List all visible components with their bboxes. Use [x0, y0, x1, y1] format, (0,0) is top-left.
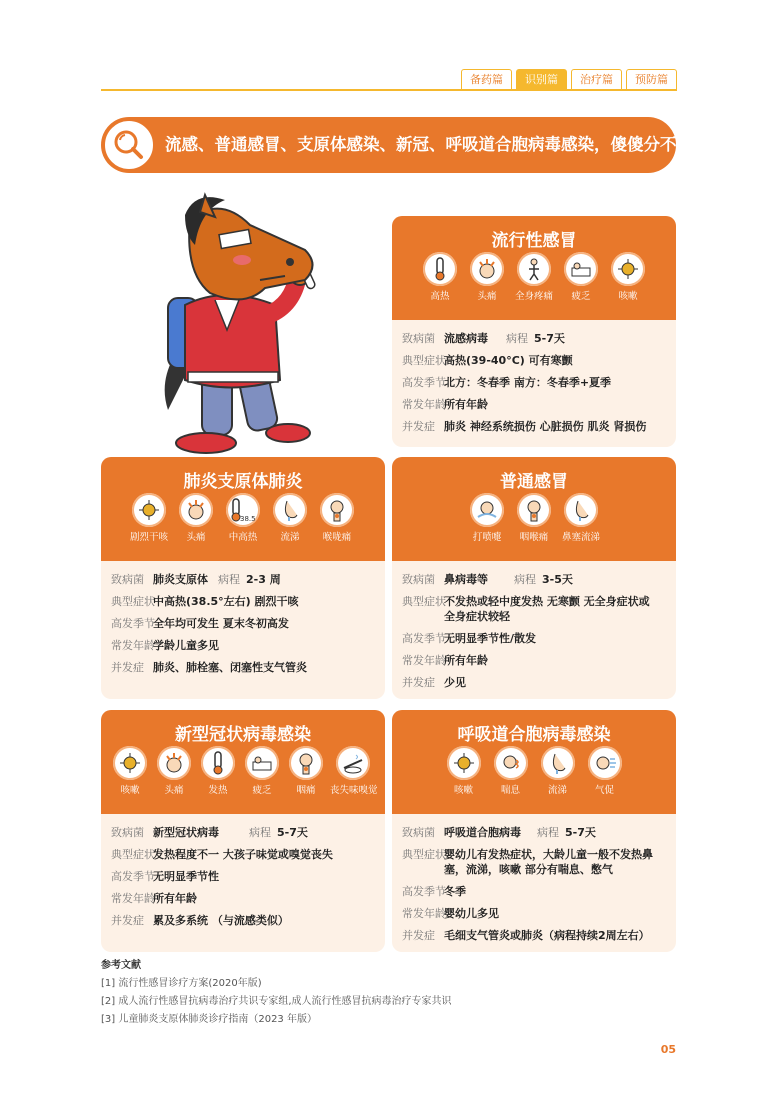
age-value: 所有年龄 [444, 398, 488, 411]
symptom-key: 典型症状 [111, 595, 155, 608]
course-value: 5-7天 [565, 826, 596, 839]
complication-value: 肺炎 神经系统损伤 心脏损伤 肌炎 肾损伤 [444, 420, 647, 433]
symptom-label: 全身疼痛 [514, 291, 553, 302]
complication-key: 并发症 [402, 676, 435, 689]
age-value: 所有年龄 [444, 654, 488, 667]
complication-value: 少见 [444, 676, 466, 689]
pathogen-key: 致病菌 [402, 332, 435, 345]
cold-title: 普通感冒 [500, 472, 568, 492]
pathogen-value: 鼻病毒等 [444, 573, 488, 586]
thermometer-reading: 38.5 [240, 515, 256, 523]
age-key: 常发年龄 [111, 639, 155, 652]
symptom-value: 中高热(38.5°左右) 剧烈干咳 [153, 595, 299, 608]
symptom-key: 典型症状 [111, 848, 155, 861]
virus-cough-icon [611, 252, 645, 286]
age-value: 学龄儿童多见 [153, 639, 219, 652]
course-key: 病程 [514, 573, 536, 586]
age-value: 所有年龄 [153, 892, 197, 905]
pathogen-value: 新型冠状病毒 [153, 826, 219, 839]
flu-title: 流行性感冒 [491, 231, 577, 251]
virus-cough-icon [113, 746, 147, 780]
mycoplasma-title: 肺炎支原体肺炎 [183, 472, 303, 492]
runny-nose-icon [564, 493, 598, 527]
complication-value: 肺炎、肺栓塞、闭塞性支气管炎 [153, 661, 307, 674]
symptom-value: 不发热或轻中度发热 无寒颤 无全身症状或全身症状较轻 [444, 595, 650, 623]
tab-medicine-prep[interactable]: 备药篇 [461, 69, 512, 90]
tab-prevention[interactable]: 预防篇 [626, 69, 677, 90]
sore-throat-icon [320, 493, 354, 527]
covid-card [101, 710, 385, 952]
course-key: 病程 [218, 573, 240, 586]
runny-nose-icon [273, 493, 307, 527]
tab-treatment[interactable]: 治疗篇 [571, 69, 622, 90]
symptom-label: 咳嗽 [453, 785, 473, 796]
pathogen-key: 致病菌 [402, 573, 435, 586]
course-key: 病程 [537, 826, 559, 839]
sore-throat-icon [289, 746, 323, 780]
symptom-label: 咳嗽 [618, 291, 638, 302]
complication-value: 毛细支气管炎或肺炎（病程持续2周左右） [444, 929, 650, 942]
symptom-label: 咽喉痛 [519, 532, 549, 543]
references-title: 参考文献 [101, 960, 141, 971]
references [101, 957, 452, 1029]
thermometer-icon [201, 746, 235, 780]
symptom-value: 婴幼儿有发热症状，大龄儿童一般不发热鼻塞，流涕，咳嗽 部分有喘息、憋气 [444, 848, 653, 876]
tab-identification[interactable]: 识别篇 [516, 69, 567, 90]
symptom-label: 头痛 [477, 291, 497, 302]
complication-value: 累及多系统 （与流感类似） [153, 914, 289, 927]
pathogen-value: 呼吸道合胞病毒 [444, 826, 521, 839]
symptom-label: 喘息 [500, 785, 520, 796]
season-key: 高发季节 [402, 376, 446, 389]
magnifier-icon [103, 119, 155, 171]
headache-icon [179, 493, 213, 527]
season-value: 北方：冬春季 南方：冬春季+夏季 [444, 376, 612, 389]
complication-key: 并发症 [111, 914, 144, 927]
symptom-label: 疲乏 [571, 291, 591, 302]
rsv-title: 呼吸道合胞病毒感染 [457, 725, 611, 745]
symptom-label: 中高热 [228, 532, 258, 543]
thermometer-icon [226, 493, 260, 527]
symptom-label: 鼻塞流涕 [561, 532, 600, 543]
symptom-label: 流涕 [547, 785, 567, 796]
symptom-label: 流涕 [280, 532, 300, 543]
symptom-label: 高热 [430, 291, 450, 302]
reference-item: [2] 成人流行性感冒抗病毒治疗共识专家组,成人流行性感冒抗病毒治疗专家共识 [101, 996, 452, 1007]
symptom-label: 丧失味嗅觉 [330, 785, 378, 796]
symptom-label: 咳嗽 [120, 785, 140, 796]
pathogen-value: 肺炎支原体 [153, 573, 208, 586]
wheeze-icon [494, 746, 528, 780]
fatigue-icon [564, 252, 598, 286]
flu-card [392, 216, 676, 447]
symptom-label: 疲乏 [252, 785, 272, 796]
pathogen-value: 流感病毒 [444, 332, 488, 345]
headache-icon [470, 252, 504, 286]
age-key: 常发年龄 [402, 398, 446, 411]
shortness-of-breath-icon [588, 746, 622, 780]
runny-nose-icon [541, 746, 575, 780]
reference-item: [3] 儿童肺炎支原体肺炎诊疗指南（2023 年版） [101, 1014, 317, 1025]
course-value: 5-7天 [277, 826, 308, 839]
age-key: 常发年龄 [402, 654, 446, 667]
season-key: 高发季节 [402, 885, 446, 898]
fatigue-icon [245, 746, 279, 780]
loss-of-taste-icon [336, 746, 370, 780]
sneeze-icon [470, 493, 504, 527]
title-banner [101, 117, 693, 173]
symptom-label: 头痛 [164, 785, 184, 796]
covid-title: 新型冠状病毒感染 [175, 725, 311, 745]
symptom-value: 发热程度不一 大孩子味觉或嗅觉丧失 [153, 848, 333, 861]
complication-key: 并发症 [402, 420, 435, 433]
course-value: 3-5天 [542, 573, 573, 586]
age-value: 婴幼儿多见 [444, 907, 499, 920]
horse-mascot-illustration [150, 190, 350, 460]
season-key: 高发季节 [111, 617, 155, 630]
symptom-key: 典型症状 [402, 848, 446, 861]
virus-cough-icon [447, 746, 481, 780]
mycoplasma-card [101, 457, 385, 699]
complication-key: 并发症 [111, 661, 144, 674]
rsv-card [392, 710, 676, 952]
season-value: 冬季 [444, 885, 466, 898]
symptom-key: 典型症状 [402, 354, 446, 367]
symptom-label: 剧烈干咳 [129, 532, 168, 543]
age-key: 常发年龄 [402, 907, 446, 920]
age-key: 常发年龄 [111, 892, 155, 905]
symptom-label: 咽痛 [296, 785, 316, 796]
header-divider [101, 89, 677, 91]
pathogen-key: 致病菌 [111, 573, 144, 586]
pathogen-key: 致病菌 [111, 826, 144, 839]
course-key: 病程 [506, 332, 528, 345]
symptom-label: 发热 [208, 785, 228, 796]
season-value: 无明显季节性/散发 [444, 632, 537, 645]
symptom-label: 头痛 [186, 532, 206, 543]
symptom-key: 典型症状 [402, 595, 446, 608]
page-title: 流感、普通感冒、支原体感染、新冠、呼吸道合胞病毒感染，傻傻分不清 [165, 135, 693, 154]
symptom-label: 气促 [594, 785, 614, 796]
virus-cough-icon [132, 493, 166, 527]
course-key: 病程 [249, 826, 271, 839]
symptom-label: 打喷嚏 [472, 532, 502, 543]
body-ache-icon [517, 252, 551, 286]
page-number: 05 [660, 1043, 676, 1056]
course-value: 5-7天 [534, 332, 565, 345]
course-value: 2-3 周 [246, 573, 281, 586]
symptom-value: 高热(39-40°C) 可有寒颤 [444, 354, 573, 367]
season-value: 无明显季节性 [153, 870, 219, 883]
reference-item: [1] 流行性感冒诊疗方案(2020年版) [101, 978, 262, 989]
common-cold-card [392, 457, 676, 699]
pathogen-key: 致病菌 [402, 826, 435, 839]
season-key: 高发季节 [111, 870, 155, 883]
thermometer-icon [423, 252, 457, 286]
complication-key: 并发症 [402, 929, 435, 942]
season-key: 高发季节 [402, 632, 446, 645]
symptom-label: 喉咙痛 [322, 532, 352, 543]
sore-throat-icon [517, 493, 551, 527]
section-tabs [461, 69, 677, 90]
season-value: 全年均可发生 夏末冬初高发 [153, 617, 289, 630]
headache-icon [157, 746, 191, 780]
